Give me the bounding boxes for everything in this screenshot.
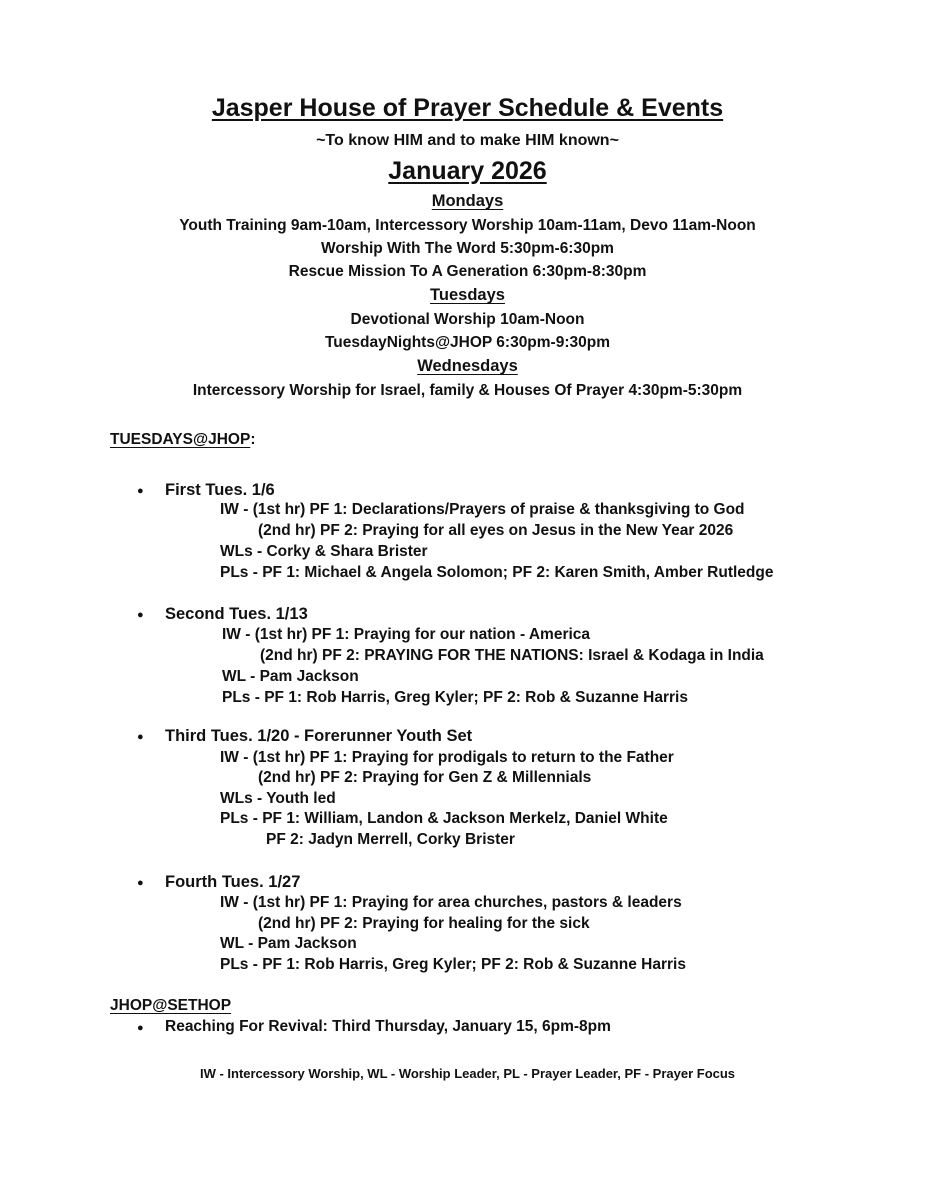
event-line: PLs - PF 1: Rob Harris, Greg Kyler; PF 2: Rob & Suzanne Harris	[222, 689, 688, 706]
event-line: IW - (1st hr) PF 1: Praying for prodigals to return to the Father	[220, 749, 674, 766]
event-title-first-tues: ● First Tues. 1/6	[165, 481, 275, 500]
event-line: PF 2: Jadyn Merrell, Corky Brister	[266, 831, 515, 848]
event-line: IW - (1st hr) PF 1: Praying for area churches, pastors & leaders	[220, 894, 682, 911]
page-title: Jasper House of Prayer Schedule & Events	[211, 94, 724, 122]
wednesdays-line: Intercessory Worship for Israel, family & Houses Of Prayer 4:30pm-5:30pm	[192, 382, 743, 399]
event-line: PLs - PF 1: William, Landon & Jackson Merkelz, Daniel White	[220, 810, 668, 827]
tuesdays-line: TuesdayNights@JHOP 6:30pm-9:30pm	[324, 334, 610, 351]
event-title-second-tues: ● Second Tues. 1/13	[165, 605, 308, 624]
heading-colon: :	[250, 431, 256, 448]
event-line: (2nd hr) PF 2: Praying for all eyes on Jesus in the New Year 2026	[258, 522, 734, 539]
jhop-sethop-heading: JHOP@SETHOP	[110, 997, 232, 1014]
mondays-heading: Mondays	[431, 192, 504, 210]
mondays-line: Rescue Mission To A Generation 6:30pm-8:30pm	[288, 263, 647, 280]
sethop-item: ● Reaching For Revival: Third Thursday, January 15, 6pm-8pm	[165, 1018, 611, 1036]
event-line: WL - Pam Jackson	[222, 668, 359, 685]
legend: IW - Intercessory Worship, WL - Worship Leader, PL - Prayer Leader, PF - Prayer Focus	[199, 1066, 736, 1081]
event-title-fourth-tues: ● Fourth Tues. 1/27	[165, 873, 300, 892]
event-title-third-tues: ● Third Tues. 1/20 - Forerunner Youth Set	[165, 727, 472, 746]
event-line: WLs - Corky & Shara Brister	[220, 543, 428, 560]
tuesdays-line: Devotional Worship 10am-Noon	[350, 311, 585, 328]
mondays-line: Youth Training 9am-10am, Intercessory Worship 10am-11am, Devo 11am-Noon	[179, 217, 756, 234]
event-line: (2nd hr) PF 2: PRAYING FOR THE NATIONS: Israel & Kodaga in India	[260, 647, 764, 664]
event-line: IW - (1st hr) PF 1: Declarations/Prayers of praise & thanksgiving to God	[220, 501, 745, 518]
event-line: (2nd hr) PF 2: Praying for Gen Z & Millennials	[258, 769, 592, 786]
event-line: PLs - PF 1: Michael & Angela Solomon; PF 2: Karen Smith, Amber Rutledge	[220, 564, 774, 581]
event-line: WLs - Youth led	[220, 790, 336, 807]
mondays-line: Worship With The Word 5:30pm-6:30pm	[321, 240, 614, 257]
wednesdays-heading: Wednesdays	[417, 357, 518, 375]
event-line: WL - Pam Jackson	[220, 935, 357, 952]
tuesdays-heading: Tuesdays	[430, 286, 505, 304]
tuesdays-jhop-heading-text: TUESDAYS@JHOP	[110, 431, 251, 448]
tuesdays-jhop-heading	[110, 431, 255, 449]
event-line: PLs - PF 1: Rob Harris, Greg Kyler; PF 2: Rob & Suzanne Harris	[220, 956, 686, 973]
month-title: January 2026	[388, 157, 547, 185]
event-line: IW - (1st hr) PF 1: Praying for our nation - America	[222, 626, 591, 643]
tagline: ~To know HIM and to make HIM known~	[316, 132, 619, 149]
event-line: (2nd hr) PF 2: Praying for healing for the sick	[258, 915, 590, 932]
